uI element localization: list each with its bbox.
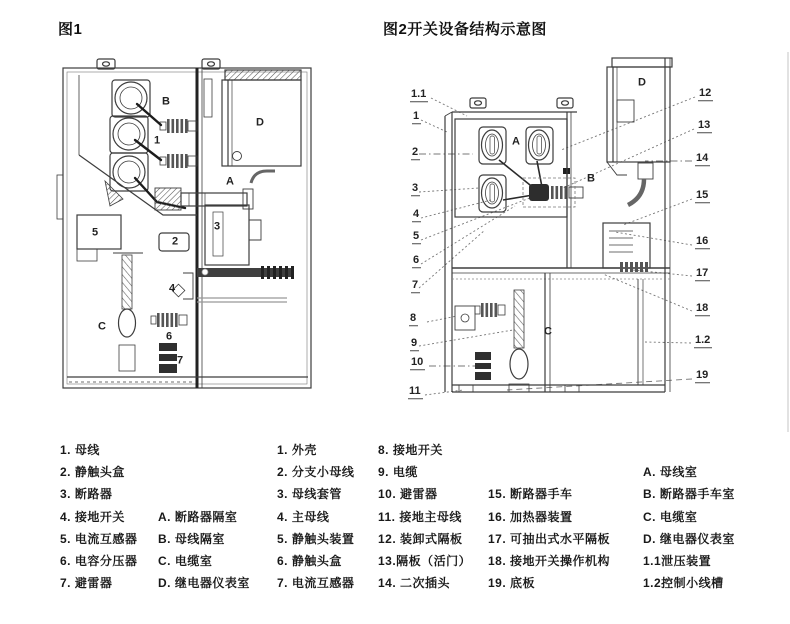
- legend-fig2-col4: [643, 461, 735, 594]
- legend-item: 3. 断路器: [60, 487, 113, 502]
- fig2-callout-11: 11: [408, 385, 423, 399]
- fig1-label-b: B: [162, 95, 170, 108]
- scan-edge-artifact: [787, 52, 789, 432]
- legend-item: B. 母线隔室: [158, 531, 225, 546]
- fig2-callout-5: 5: [412, 230, 421, 244]
- legend-fig2-col2: [378, 439, 471, 594]
- fig1-label-6: 6: [165, 330, 173, 343]
- legend-item: 7. 避雷器: [60, 576, 113, 591]
- legend-item: 12. 装卸式隔板: [378, 531, 463, 546]
- legend-item: 10. 避雷器: [378, 487, 438, 502]
- fig2-callout-4: 4: [412, 208, 421, 222]
- fig2-callout-9: 9: [410, 337, 419, 351]
- legend-item: 18. 接地开关操作机构: [488, 553, 611, 568]
- figure2-drawing: [395, 40, 725, 415]
- legend-item: 2. 分支小母线: [277, 465, 355, 480]
- fig2-callout-14: 14: [695, 152, 710, 166]
- fig2-callout-6: 6: [412, 254, 421, 268]
- figure1-title: 图1: [58, 21, 83, 38]
- legend-item: 13.隔板（活门）: [378, 553, 472, 568]
- legend-item: D. 继电器仪表室: [158, 576, 250, 591]
- fig2-label-d: D: [638, 76, 646, 89]
- legend-item: 5. 静触头装置: [277, 531, 355, 546]
- fig1-label-c: C: [98, 320, 106, 333]
- fig1-label-a: A: [226, 175, 234, 188]
- legend-item: C. 电缆室: [643, 509, 698, 524]
- legend-item: 11. 接地主母线: [378, 509, 462, 524]
- legend-fig2-col1: [277, 439, 354, 594]
- legend-item: B. 断路器手车室: [643, 487, 735, 502]
- legend-item: 4. 接地开关: [60, 509, 125, 524]
- legend-item: A. 断路器隔室: [158, 509, 238, 524]
- legend-item: C. 电缆室: [158, 553, 213, 568]
- legend-item: 1.1泄压装置: [643, 553, 712, 568]
- legend-item: 14. 二次插头: [378, 576, 451, 591]
- legend-fig1-lettered: [158, 506, 250, 595]
- fig1-label-d: D: [256, 116, 264, 129]
- fig2-callout-10: 10: [410, 356, 425, 370]
- legend-item: 4. 主母线: [277, 509, 330, 524]
- legend-item: 6. 静触头盒: [277, 553, 342, 568]
- fig2-callout-3: 3: [411, 182, 420, 196]
- fig2-label-b: B: [587, 172, 595, 185]
- legend-item: 8. 接地开关: [378, 443, 443, 457]
- fig1-label-7: 7: [176, 354, 184, 367]
- fig2-callout-1: 1: [412, 110, 421, 124]
- fig1-label-3: 3: [213, 220, 221, 233]
- fig2-callout-2: 2: [411, 146, 420, 160]
- fig2-callout-15: 15: [695, 189, 710, 203]
- legend-item: A. 母线室: [643, 465, 698, 480]
- fig1-label-4: 4: [168, 282, 176, 295]
- fig1-label-5: 5: [91, 226, 99, 239]
- fig2-label-a: A: [512, 135, 520, 148]
- fig2-label-c: C: [544, 325, 552, 338]
- legend-item: 19. 底板: [488, 576, 536, 591]
- legend-item: 16. 加热器装置: [488, 509, 573, 524]
- legend-item: 3. 母线套管: [277, 487, 342, 502]
- fig2-callout-1-1: 1.1: [410, 88, 428, 102]
- fig2-callout-12: 12: [698, 87, 713, 101]
- legend-item: 7. 电流互感器: [277, 576, 355, 591]
- fig2-callout-8: 8: [409, 312, 418, 326]
- fig2-callout-13: 13: [697, 119, 712, 133]
- legend-item: 1. 外壳: [277, 443, 317, 457]
- legend-item: 15. 断路器手车: [488, 487, 573, 502]
- fig1-label-2: 2: [171, 235, 179, 248]
- legend-item: 17. 可抽出式水平隔板: [488, 531, 611, 546]
- legend-item: 6. 电容分压器: [60, 553, 138, 568]
- legend-item: D. 继电器仪表室: [643, 531, 735, 546]
- fig1-label-1: 1: [153, 134, 161, 147]
- figure2-title: 图2开关设备结构示意图: [383, 21, 547, 38]
- legend-item: 1. 母线: [60, 443, 100, 457]
- fig2-callout-19: 19: [695, 369, 710, 383]
- legend-item: 1.2控制小线槽: [643, 576, 724, 591]
- fig2-callout-17: 17: [695, 267, 710, 281]
- legend-item: 9. 电缆: [378, 465, 418, 480]
- legend-item: 5. 电流互感器: [60, 531, 138, 546]
- fig2-callout-16: 16: [695, 235, 710, 249]
- fig2-callout-18: 18: [695, 302, 710, 316]
- fig2-callout-7: 7: [411, 279, 420, 293]
- legend-fig1-numbered: [60, 439, 137, 594]
- legend-fig2-col3: [488, 483, 610, 594]
- legend-item: 2. 静触头盒: [60, 465, 125, 480]
- fig2-callout-1-2: 1.2: [694, 334, 712, 348]
